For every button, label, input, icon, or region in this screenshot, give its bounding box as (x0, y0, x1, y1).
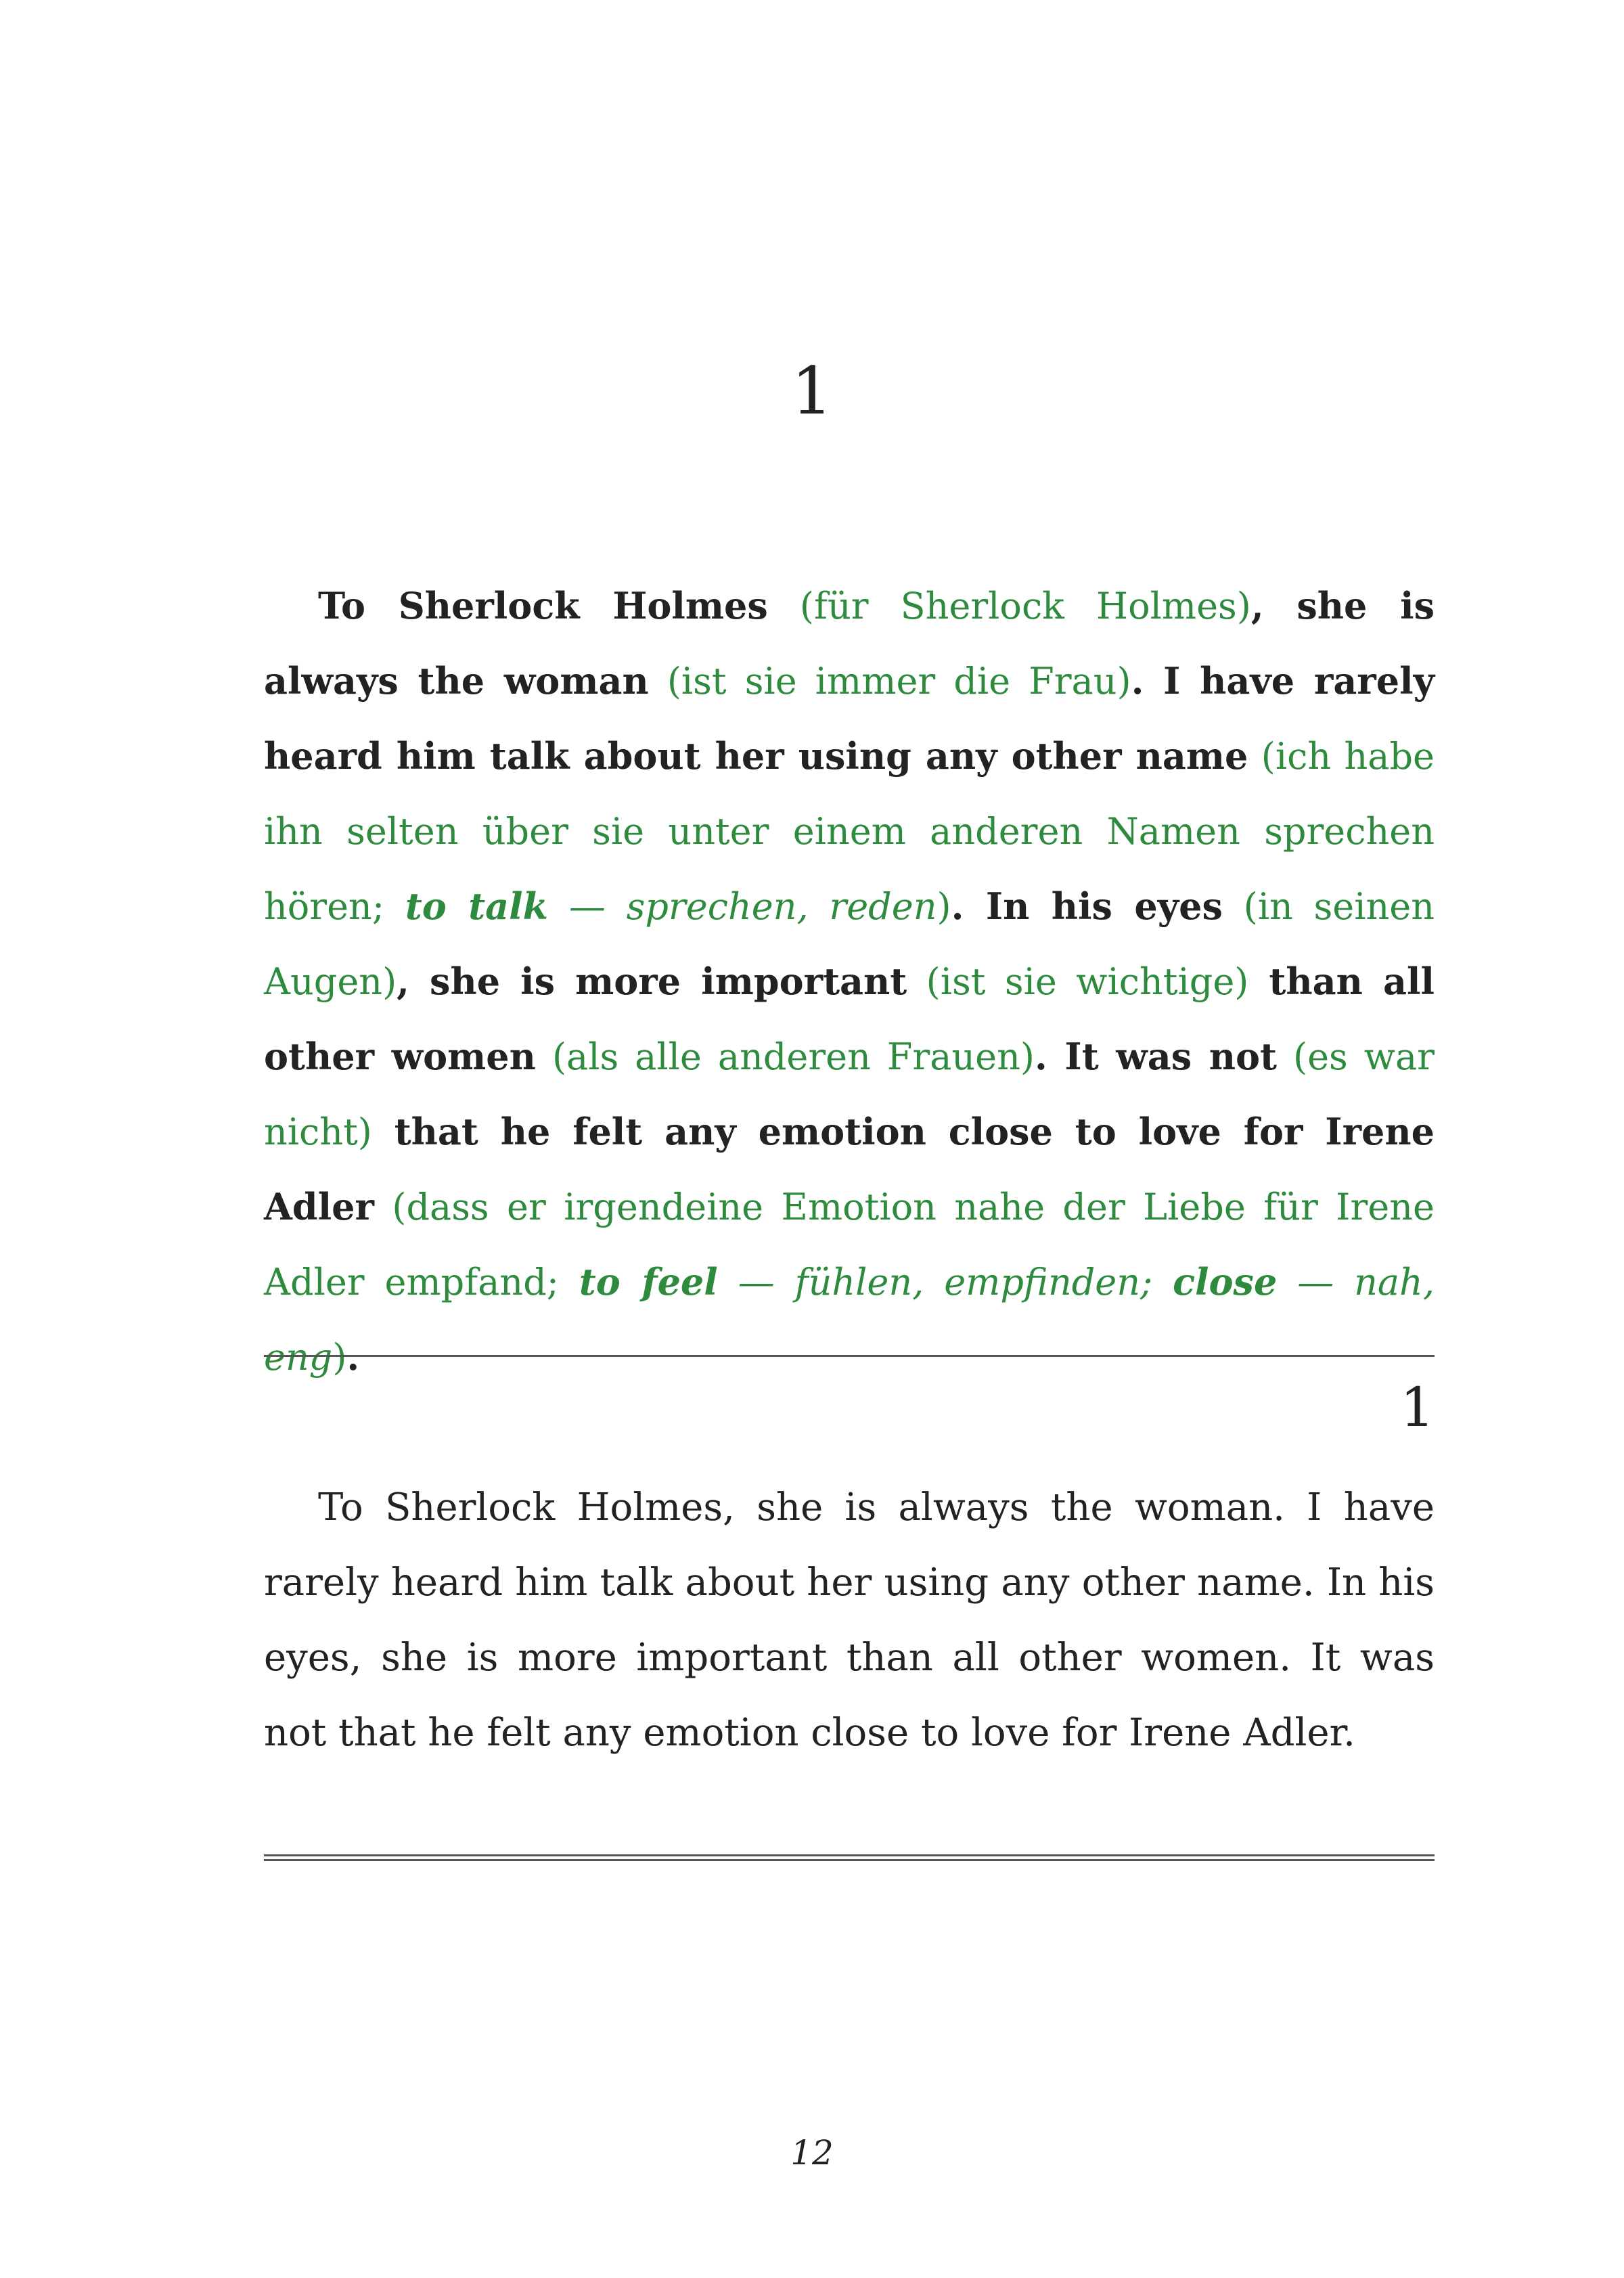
german-gloss: (für Sherlock Holmes) (799, 585, 1251, 627)
gloss-keyword: close (1173, 1260, 1278, 1303)
gloss-keyword: to talk (405, 885, 549, 928)
english-phrase: I have rarely heard him talk about her using any other name (264, 659, 1435, 778)
gloss-text: (dass er irgendeine Emotion nahe der Liebe für Irene Adler empfand; (264, 1186, 1435, 1303)
punctuation: , (1250, 584, 1264, 627)
english-phrase: that he felt any emotion close to love for Irene Adler (264, 1110, 1435, 1228)
english-phrase: she is more important (409, 960, 907, 1003)
page-number: 12 (790, 2133, 834, 2172)
annotated-paragraph (264, 568, 1435, 1395)
german-gloss: (als alle anderen Frauen) (551, 1035, 1035, 1078)
punctuation: , (397, 960, 409, 1003)
double-divider (264, 1854, 1435, 1861)
english-phrase: To Sherlock Holmes (318, 584, 768, 627)
english-phrase: In his eyes (964, 885, 1223, 928)
section-number: 1 (1400, 1376, 1435, 1439)
punctuation: . (1034, 1035, 1047, 1078)
plain-passage (264, 1470, 1435, 1770)
punctuation: . (951, 885, 964, 928)
german-gloss: (ist sie wichtige) (926, 960, 1249, 1003)
section-divider (264, 1355, 1435, 1357)
english-phrase: It was not (1047, 1035, 1278, 1078)
gloss-translation: — nah, eng (264, 1261, 1435, 1379)
annotated-passage (264, 568, 1435, 1395)
gloss-translation: — fühlen, empfinden; (717, 1261, 1153, 1303)
gloss-close: ) (332, 1336, 347, 1379)
punctuation: . (346, 1335, 360, 1379)
punctuation: . (1131, 659, 1144, 702)
gloss-text: (ich habe ihn selten über sie unter einem anderen Namen sprechen hören; (264, 735, 1435, 928)
gloss-close: ) (937, 885, 951, 928)
gloss-translation: — sprechen, reden (548, 885, 937, 928)
chapter-number: 1 (791, 353, 833, 429)
english-phrase: than all other women (264, 960, 1435, 1078)
german-gloss: (es war nicht) (264, 1035, 1435, 1153)
german-gloss: (ist sie immer die Frau) (667, 660, 1131, 702)
english-phrase: she is always the woman (264, 584, 1435, 702)
plain-paragraph: To Sherlock Holmes, she is always the woman. I have rarely heard him talk about her using any other name. In his eyes, she is more important than all other women. It was not that he felt any emotion close to love for Irene Adler. (264, 1486, 1435, 1755)
german-gloss (264, 1186, 1435, 1379)
gloss-keyword: to feel (579, 1260, 718, 1303)
german-gloss: (in seinen Augen) (264, 885, 1435, 1003)
